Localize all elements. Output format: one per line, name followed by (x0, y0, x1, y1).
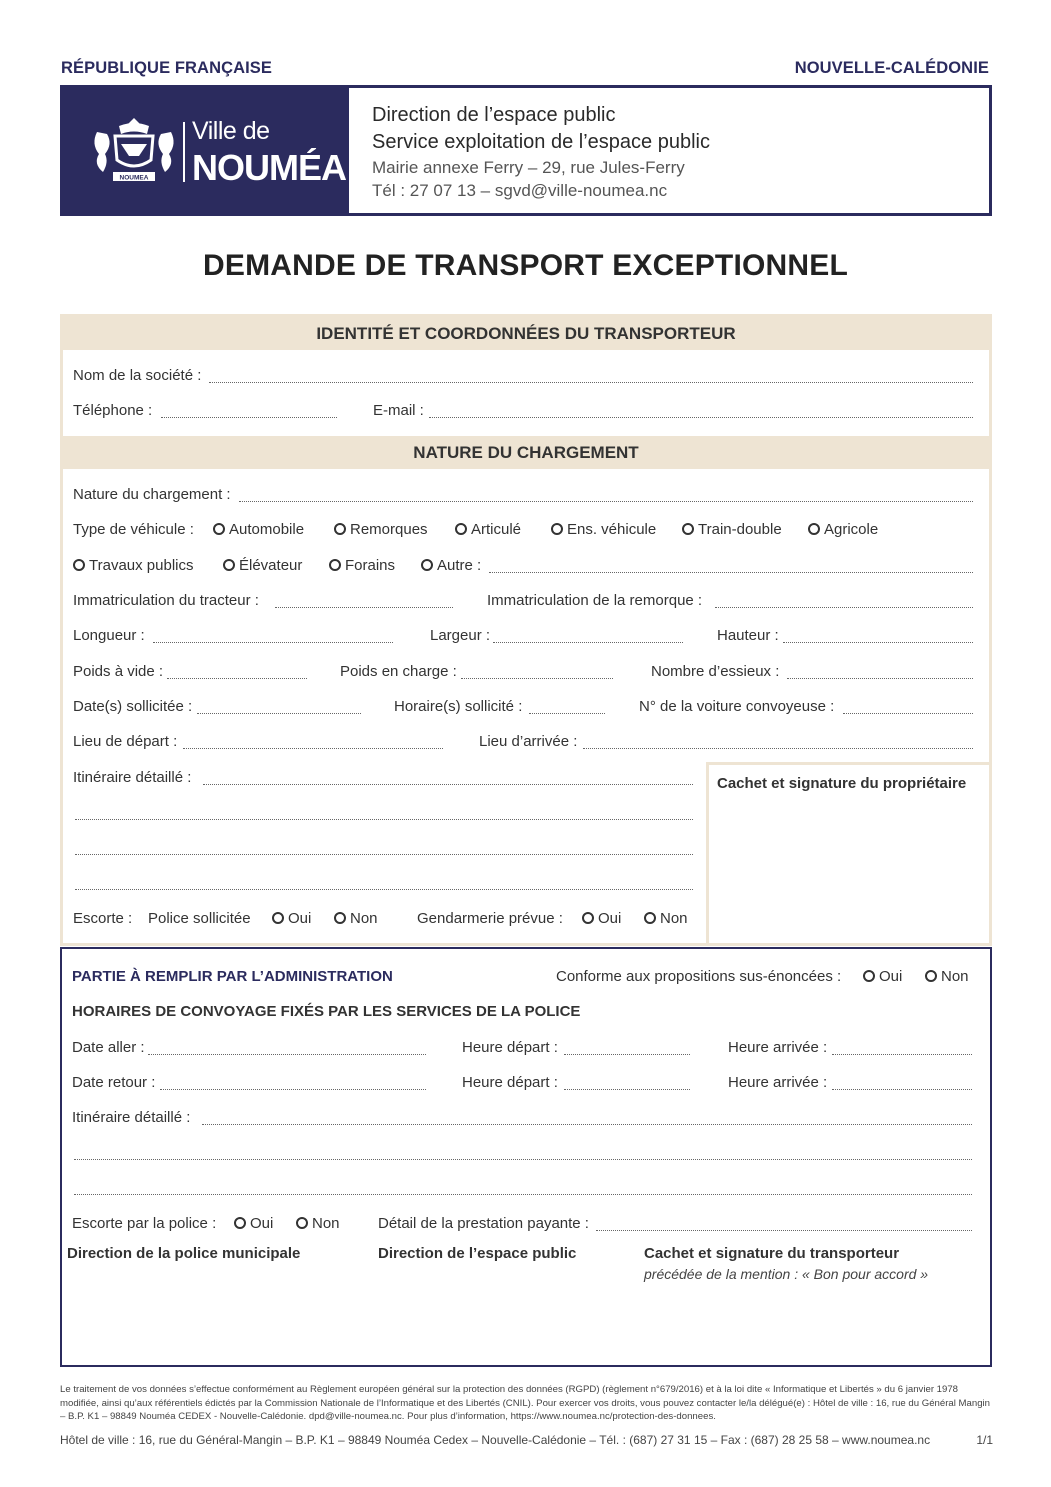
department-name: Direction de l’espace public (372, 104, 616, 126)
escort-car-field[interactable] (843, 712, 973, 714)
radio-circle-icon (329, 559, 341, 571)
vehicle-type-label: Type de véhicule : (73, 521, 194, 538)
itinerary-field-2[interactable] (75, 818, 693, 820)
dep-time-label-1: Heure départ : (462, 1039, 558, 1056)
radio-circle-icon (334, 912, 346, 924)
police-escort-label: Escorte par la police : (72, 1215, 217, 1232)
admin-section (60, 947, 992, 1367)
date-out-field[interactable] (148, 1053, 426, 1055)
sig-carrier-note: précédée de la mention : « Bon pour accord » (644, 1266, 929, 1282)
radio-elevateur[interactable]: Élévateur (223, 557, 302, 575)
police-label: Police sollicitée (148, 910, 251, 927)
radio-articule[interactable]: Articulé (455, 521, 521, 539)
radio-circle-icon (863, 970, 875, 982)
arr-time-field-1[interactable] (832, 1053, 972, 1055)
company-label: Nom de la société : (73, 367, 202, 384)
loaded-weight-label: Poids en charge : (340, 663, 457, 680)
axles-field[interactable] (787, 677, 973, 679)
gendarmerie-yes-radio[interactable]: Oui (582, 910, 621, 928)
radio-circle-icon (213, 523, 225, 535)
radio-circle-icon (644, 912, 656, 924)
cargo-heading: NATURE DU CHARGEMENT (63, 436, 989, 469)
empty-weight-field[interactable] (167, 677, 307, 679)
arr-time-label-2: Heure arrivée : (728, 1074, 828, 1091)
radio-circle-icon (234, 1217, 246, 1229)
trailer-reg-label: Immatriculation de la remorque : (487, 592, 703, 609)
width-field[interactable] (493, 641, 683, 643)
logo-ville: Ville de (192, 117, 270, 145)
police-escort-yes-radio[interactable]: Oui (234, 1215, 273, 1233)
police-yes-radio[interactable]: Oui (272, 910, 311, 928)
date-out-label: Date aller : (72, 1039, 145, 1056)
city-emblem-icon (89, 114, 179, 184)
compliant-label: Conforme aux propositions sus-énoncées : (556, 968, 842, 985)
date-back-label: Date retour : (72, 1074, 156, 1091)
admin-heading: PARTIE À REMPLIR PAR L’ADMINISTRATION (72, 968, 393, 985)
phone-field[interactable] (161, 416, 337, 418)
itinerary-field-3[interactable] (75, 853, 693, 855)
owner-signature-label: Cachet et signature du propriétaire (717, 775, 967, 792)
email-label: E-mail : (373, 402, 424, 419)
header-box (60, 85, 992, 216)
nature-label: Nature du chargement : (73, 486, 231, 503)
length-field[interactable] (153, 641, 393, 643)
police-escort-no-radio[interactable]: Non (296, 1215, 340, 1233)
page-title: DEMANDE DE TRANSPORT EXCEPTIONNEL (203, 249, 848, 282)
loaded-weight-field[interactable] (461, 677, 613, 679)
radio-travaux-publics[interactable]: Travaux publics (73, 557, 194, 575)
radio-circle-icon (682, 523, 694, 535)
sig-police-label: Direction de la police municipale (67, 1245, 301, 1262)
radio-circle-icon (925, 970, 937, 982)
logo-panel (63, 88, 349, 213)
date-back-field[interactable] (160, 1088, 426, 1090)
hours-field[interactable] (529, 712, 605, 714)
radio-circle-icon (808, 523, 820, 535)
radio-circle-icon (551, 523, 563, 535)
radio-circle-icon (223, 559, 235, 571)
radio-circle-icon (73, 559, 85, 571)
departure-field[interactable] (183, 747, 443, 749)
other-vehicle-field[interactable] (489, 571, 973, 573)
email-field[interactable] (429, 416, 973, 418)
dates-field[interactable] (197, 712, 361, 714)
arr-time-label-1: Heure arrivée : (728, 1039, 828, 1056)
width-label: Largeur : (430, 627, 491, 644)
carrier-heading: IDENTITÉ ET COORDONNÉES DU TRANSPORTEUR (63, 317, 989, 350)
admin-itinerary-field-2[interactable] (74, 1158, 972, 1160)
arrival-label: Lieu d’arrivée : (479, 733, 578, 750)
length-label: Longueur : (73, 627, 145, 644)
radio-ens-vehicule[interactable]: Ens. véhicule (551, 521, 656, 539)
hours-label: Horaire(s) sollicité : (394, 698, 523, 715)
dep-time-field-1[interactable] (564, 1053, 690, 1055)
itinerary-label: Itinéraire détaillé : (73, 769, 192, 786)
address: Mairie annexe Ferry – 29, rue Jules-Ferry (372, 158, 685, 177)
phone-label: Téléphone : (73, 402, 153, 419)
service-name: Service exploitation de l’espace public (372, 131, 710, 153)
nature-field[interactable] (239, 500, 973, 502)
emblem-label: NOUMEA (119, 174, 149, 182)
axles-label: Nombre d’essieux : (651, 663, 780, 680)
radio-agricole[interactable]: Agricole (808, 521, 878, 539)
radio-circle-icon (272, 912, 284, 924)
contact: Tél : 27 07 13 – sgvd@ville-noumea.nc (372, 181, 668, 200)
height-field[interactable] (783, 641, 973, 643)
radio-automobile[interactable]: Automobile (213, 521, 304, 539)
escort-label: Escorte : (73, 910, 133, 927)
paid-service-label: Détail de la prestation payante : (378, 1215, 589, 1232)
radio-circle-icon (296, 1217, 308, 1229)
logo-separator (183, 122, 185, 182)
sig-public-label: Direction de l’espace public (378, 1245, 577, 1262)
dates-label: Date(s) sollicitée : (73, 698, 193, 715)
departure-label: Lieu de départ : (73, 733, 178, 750)
territory-label: NOUVELLE-CALÉDONIE (794, 59, 989, 77)
gendarmerie-no-radio[interactable]: Non (644, 910, 688, 928)
footer-address: Hôtel de ville : 16, rue du Général-Mangin – B.P. K1 – 98849 Nouméa Cedex – Nouvelle-Calédonie – Tél. : (687) 27 31 15 – Fax : (687) 28 25 58 – www.noumea.nc (60, 1433, 931, 1447)
radio-circle-icon (582, 912, 594, 924)
paid-service-field[interactable] (596, 1229, 972, 1231)
itinerary-field-4[interactable] (75, 888, 693, 890)
radio-train-double[interactable]: Train-double (682, 521, 782, 539)
radio-circle-icon (421, 559, 433, 571)
escort-car-label: N° de la voiture convoyeuse : (639, 698, 835, 715)
police-no-radio[interactable]: Non (334, 910, 378, 928)
convoy-subheading: HORAIRES DE CONVOYAGE FIXÉS PAR LES SERVICES DE LA POLICE (72, 1003, 581, 1020)
admin-itinerary-field-1[interactable] (202, 1123, 972, 1125)
radio-remorques[interactable]: Remorques (334, 521, 428, 539)
radio-circle-icon (334, 523, 346, 535)
compliant-yes-radio[interactable]: Oui (863, 968, 902, 986)
admin-itinerary-label: Itinéraire détaillé : (72, 1109, 191, 1126)
empty-weight-label: Poids à vide : (73, 663, 164, 680)
height-label: Hauteur : (717, 627, 779, 644)
arrival-field[interactable] (583, 747, 973, 749)
dep-time-label-2: Heure départ : (462, 1074, 558, 1091)
page-number: 1/1 (976, 1433, 993, 1447)
arr-time-field-2[interactable] (832, 1088, 972, 1090)
itinerary-field-1[interactable] (203, 783, 693, 785)
radio-forains[interactable]: Forains (329, 557, 395, 575)
radio-autre[interactable]: Autre : (421, 557, 481, 575)
radio-circle-icon (455, 523, 467, 535)
gendarmerie-label: Gendarmerie prévue : (417, 910, 563, 927)
dep-time-field-2[interactable] (564, 1088, 690, 1090)
admin-itinerary-field-3[interactable] (74, 1193, 972, 1195)
tractor-reg-field[interactable] (275, 606, 453, 608)
country-label: RÉPUBLIQUE FRANÇAISE (61, 59, 273, 77)
trailer-reg-field[interactable] (715, 606, 973, 608)
compliant-no-radio[interactable]: Non (925, 968, 969, 986)
tractor-reg-label: Immatriculation du tracteur : (73, 592, 259, 609)
applicant-section (60, 314, 992, 946)
sig-carrier-label: Cachet et signature du transporteur (644, 1245, 900, 1262)
logo-noumea: NOUMÉA (192, 147, 346, 188)
company-field[interactable] (209, 381, 973, 383)
owner-signature-box[interactable] (706, 762, 989, 943)
privacy-notice: Le traitement de vos données s’effectue conformément au Règlement européen général sur la protection des données (RGPD) (règlement n°679/2016) et à la loi dite « Informatique et Libertés » du 6 janvier 1978 modifiée, ainsi qu’aux référentiels édictés par la Commission Nationale de l’Informatique et des Libertés (CNIL). Pour exercer vos droits, vous pouvez contacter le/la délégué(e) : Hôtel de ville : 16, rue du Général Mangin – B.P. K1 – 98849 Nouméa CEDEX - Nouvelle-Calédonie. dpd@ville-noumea.nc. Pour plus d’information, https://www.noumea.nc/protection-des-donnees. (60, 1384, 990, 1422)
